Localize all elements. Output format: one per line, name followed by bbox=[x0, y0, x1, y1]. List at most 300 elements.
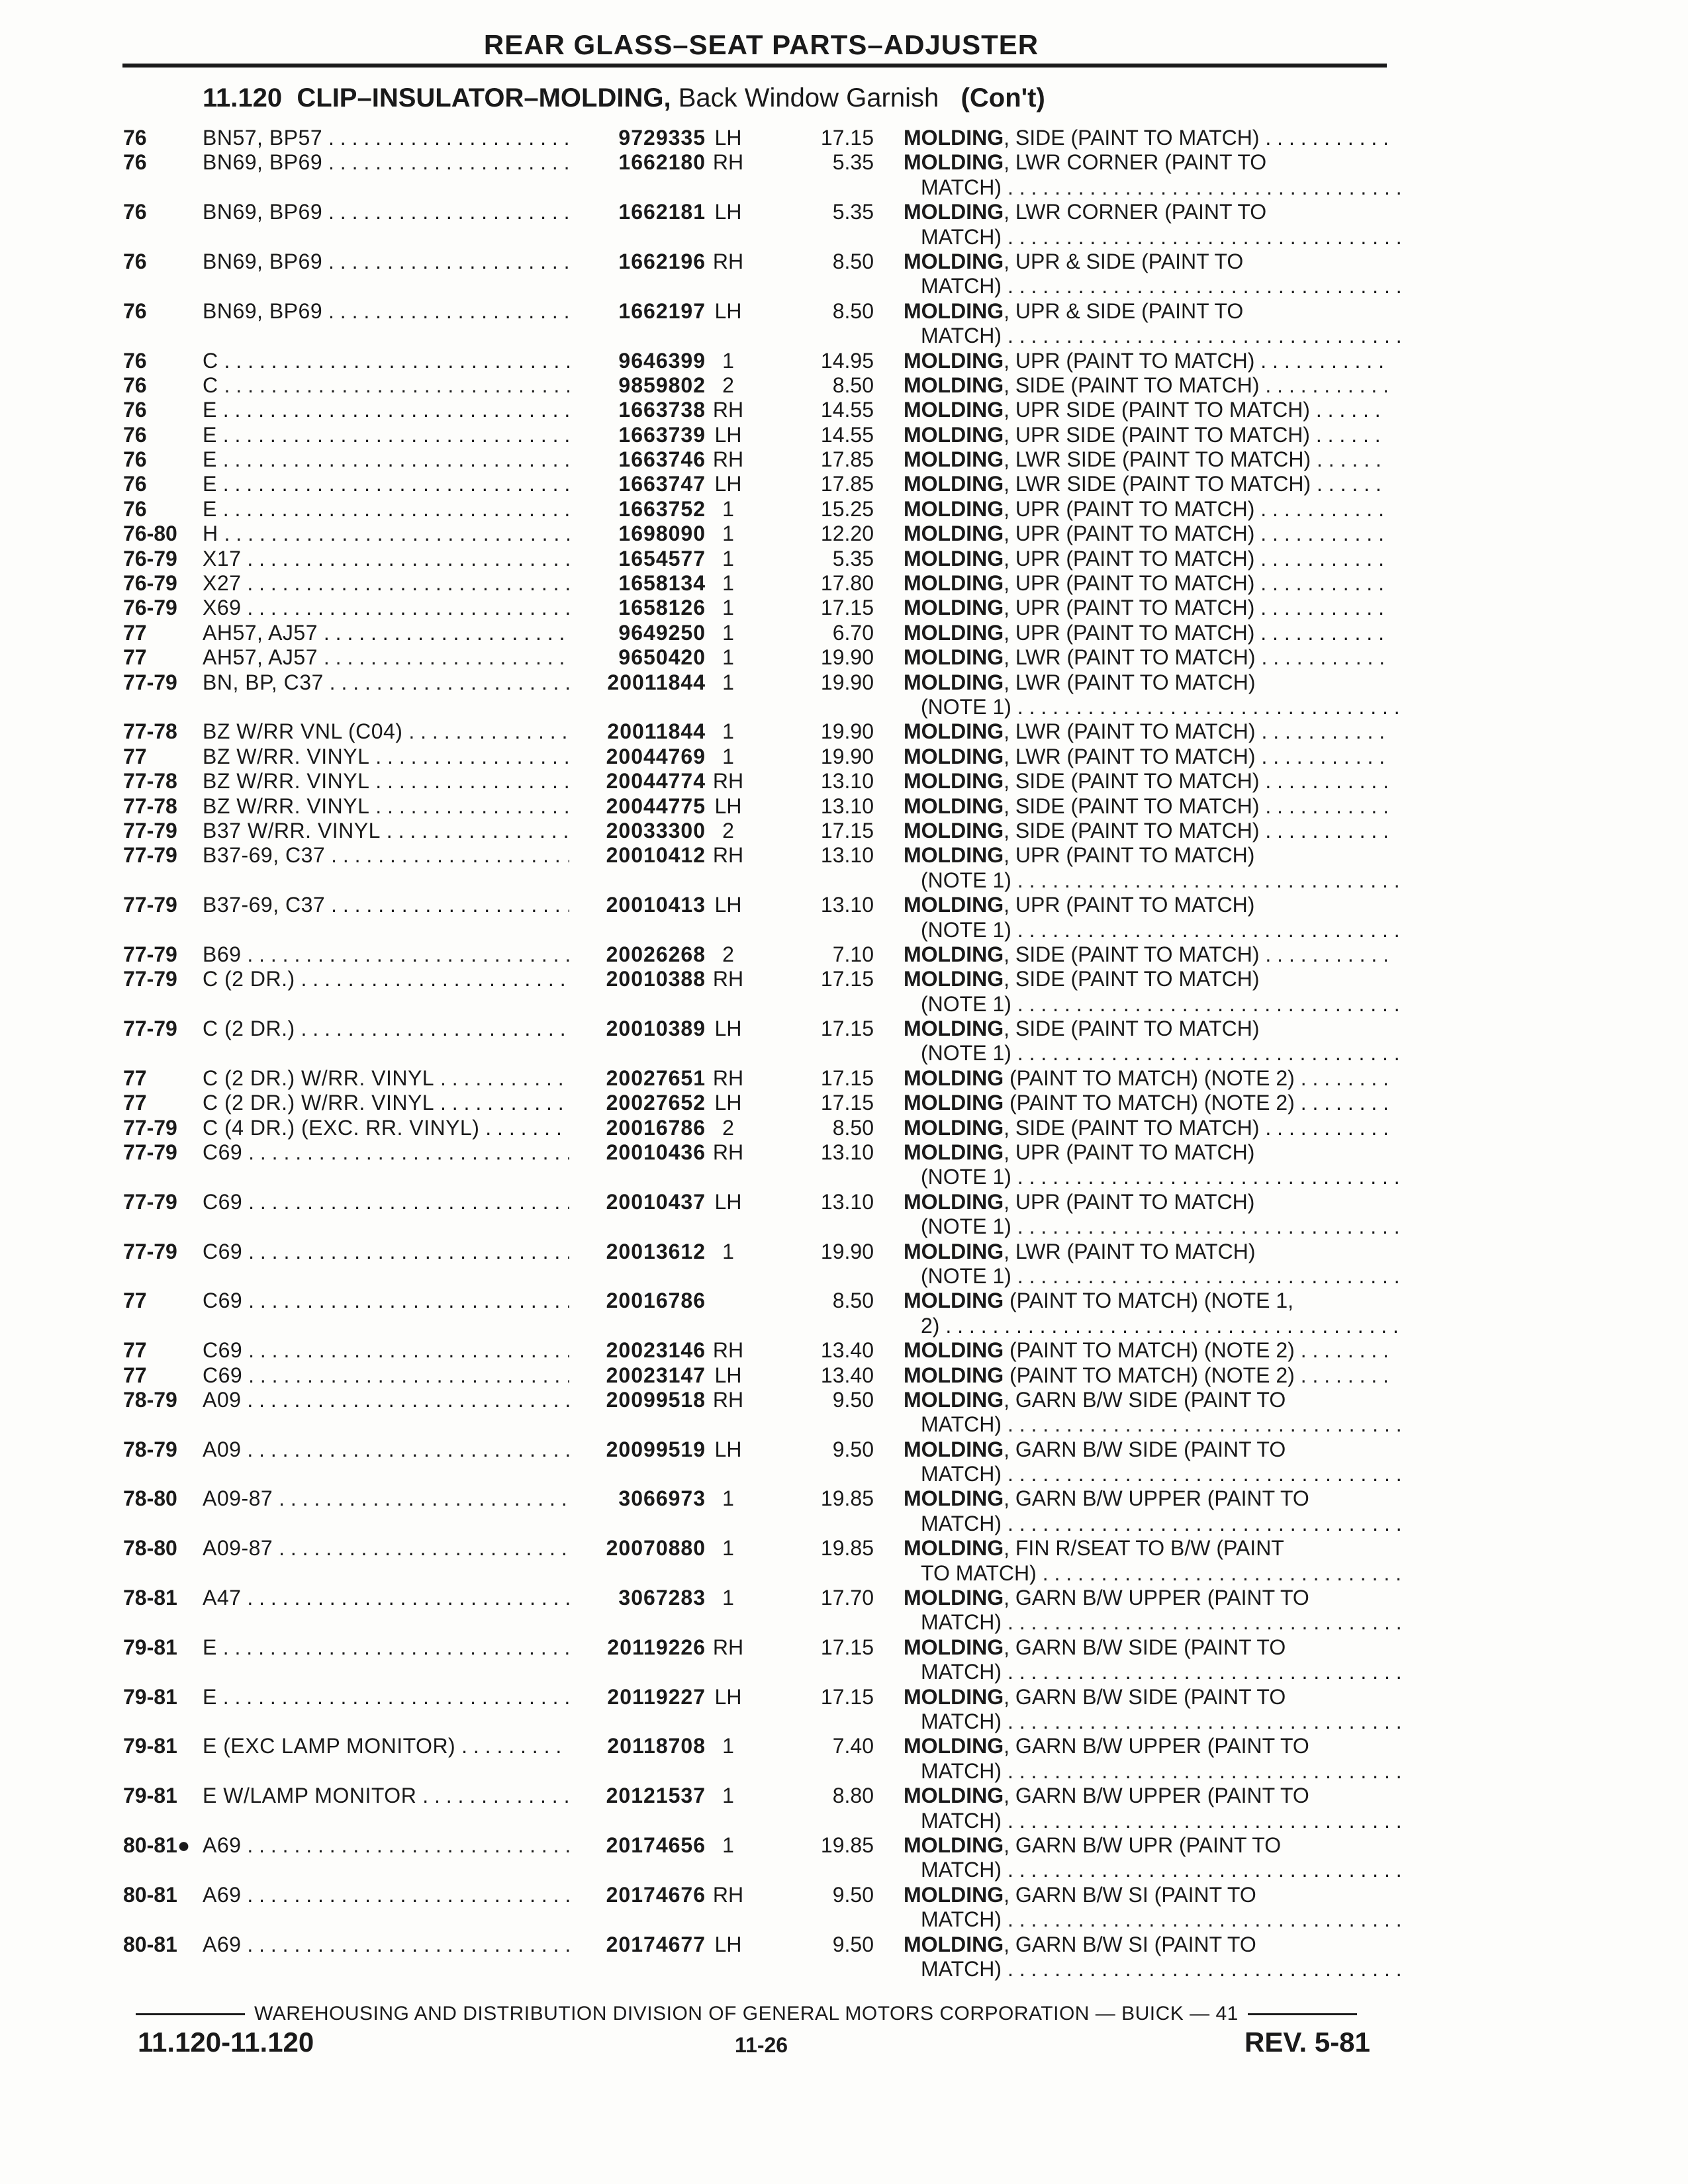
model-cell: BZ W/RR. VINYL . . . bbox=[203, 794, 577, 819]
description-cell: MATCH) . . . bbox=[904, 1809, 1404, 1833]
description-cell: MOLDING, SIDE (PAINT TO MATCH) bbox=[904, 1017, 1260, 1041]
table-row bbox=[0, 670, 1688, 695]
quantity-cell: LH bbox=[714, 1684, 742, 1709]
table-row bbox=[0, 893, 1688, 917]
model-cell: A69 . . . bbox=[203, 1933, 577, 1957]
price-cell: 13.10 bbox=[820, 769, 874, 794]
quantity-cell: 1 bbox=[722, 1486, 734, 1511]
quantity-cell: RH bbox=[712, 843, 744, 868]
table-row-continuation bbox=[0, 1165, 1688, 1189]
quantity-cell: 1 bbox=[722, 546, 734, 570]
model-cell: BZ W/RR. VINYL . . . bbox=[203, 769, 577, 794]
price-cell: 9.50 bbox=[832, 1882, 874, 1907]
description-cell: MOLDING, GARN B/W SI (PAINT TO bbox=[904, 1882, 1256, 1907]
table-row bbox=[0, 1289, 1688, 1313]
description-cell: MATCH) . . . bbox=[904, 175, 1404, 200]
price-cell: 8.80 bbox=[832, 1784, 874, 1808]
year-cell: 77-79 bbox=[123, 1189, 177, 1214]
description-cell: (NOTE 1) . . . bbox=[904, 1264, 1404, 1289]
part-number-cell: 9729335 bbox=[569, 126, 706, 150]
table-row-continuation bbox=[0, 1512, 1688, 1536]
table-row-continuation bbox=[0, 1858, 1688, 1882]
quantity-cell: LH bbox=[714, 1363, 742, 1387]
year-cell: 77 bbox=[123, 1091, 147, 1115]
description-cell: MOLDING, LWR (PAINT TO MATCH) bbox=[904, 1239, 1256, 1263]
table-row-continuation bbox=[0, 1561, 1688, 1586]
year-cell: 76 bbox=[123, 298, 147, 323]
year-cell: 77 bbox=[123, 1066, 147, 1090]
part-number-cell: 20013612 bbox=[569, 1240, 706, 1264]
year-cell: 77-79 bbox=[123, 1017, 177, 1041]
price-cell: 8.50 bbox=[832, 298, 874, 323]
description-cell: MOLDING, LWR (PAINT TO MATCH) . . . bbox=[904, 645, 1387, 670]
description-cell: MOLDING, UPR (PAINT TO MATCH) . . . bbox=[904, 571, 1387, 596]
table-row bbox=[0, 1116, 1688, 1140]
part-number-cell: 1663738 bbox=[569, 398, 706, 422]
model-cell: B37-69, C37 . . . bbox=[203, 843, 577, 868]
part-number-cell: 20010388 bbox=[569, 967, 706, 991]
year-cell: 77-79 bbox=[123, 818, 177, 842]
table-row bbox=[0, 1933, 1688, 1957]
model-cell: C69 . . . bbox=[203, 1240, 577, 1264]
model-cell: X17 . . . bbox=[203, 547, 577, 571]
description-cell: MOLDING (PAINT TO MATCH) (NOTE 2) . . . bbox=[904, 1363, 1387, 1388]
description-cell: MOLDING, UPR (PAINT TO MATCH) . . . bbox=[904, 497, 1387, 522]
year-cell: 79-81 bbox=[123, 1784, 177, 1808]
model-cell: E . . . bbox=[203, 423, 577, 447]
price-cell: 14.55 bbox=[820, 398, 874, 422]
table-row-continuation bbox=[0, 1264, 1688, 1289]
description-cell: (NOTE 1) . . . bbox=[904, 992, 1404, 1017]
part-number-cell: 1663746 bbox=[569, 447, 706, 472]
footer-rule-left bbox=[136, 2013, 245, 2015]
part-number-cell: 1663747 bbox=[569, 472, 706, 496]
year-cell: 77-79 bbox=[123, 967, 177, 991]
footer-page-number: 11-26 bbox=[735, 2033, 788, 2057]
part-number-cell: 20016786 bbox=[569, 1116, 706, 1140]
table-row bbox=[0, 1338, 1688, 1363]
table-row bbox=[0, 349, 1688, 373]
part-number-cell: 20023146 bbox=[569, 1338, 706, 1363]
year-cell: 77-78 bbox=[123, 719, 177, 744]
model-cell: B37 W/RR. VINYL . . . bbox=[203, 819, 577, 843]
part-number-cell: 20010413 bbox=[569, 893, 706, 917]
model-cell: BZ W/RR. VINYL . . . bbox=[203, 745, 577, 769]
part-number-cell: 20174677 bbox=[569, 1933, 706, 1957]
part-number-cell: 20033300 bbox=[569, 819, 706, 843]
model-cell: C (2 DR.) W/RR. VINYL . . . bbox=[203, 1091, 577, 1115]
price-cell: 13.40 bbox=[820, 1338, 874, 1363]
description-cell: MOLDING, LWR SIDE (PAINT TO MATCH) . . . bbox=[904, 447, 1387, 472]
price-cell: 17.85 bbox=[820, 447, 874, 472]
part-number-cell: 20016786 bbox=[569, 1289, 706, 1313]
description-cell: MOLDING, GARN B/W UPPER (PAINT TO bbox=[904, 1734, 1309, 1758]
price-cell: 17.80 bbox=[820, 571, 874, 596]
table-row-continuation bbox=[0, 992, 1688, 1017]
year-cell: 77-79 bbox=[123, 942, 177, 966]
year-cell: 80-81● bbox=[123, 1833, 191, 1857]
table-row bbox=[0, 547, 1688, 571]
price-cell: 9.50 bbox=[832, 1437, 874, 1461]
quantity-cell: 2 bbox=[722, 1115, 734, 1140]
part-number-cell: 1663739 bbox=[569, 423, 706, 447]
price-cell: 5.35 bbox=[832, 150, 874, 175]
year-cell: 76 bbox=[123, 496, 147, 521]
description-cell: MOLDING, UPR (PAINT TO MATCH) bbox=[904, 893, 1255, 917]
quantity-cell: RH bbox=[712, 150, 744, 175]
table-row-continuation bbox=[0, 1759, 1688, 1784]
model-cell: E . . . bbox=[203, 1635, 577, 1660]
table-row bbox=[0, 497, 1688, 522]
price-cell: 17.15 bbox=[820, 967, 874, 991]
table-row-continuation bbox=[0, 695, 1688, 719]
model-cell: A09 . . . bbox=[203, 1437, 577, 1462]
description-cell: MOLDING, GARN B/W UPR (PAINT TO bbox=[904, 1833, 1282, 1857]
table-row bbox=[0, 794, 1688, 819]
price-cell: 19.90 bbox=[820, 645, 874, 670]
model-cell: BN, BP, C37 . . . bbox=[203, 670, 577, 695]
table-row bbox=[0, 250, 1688, 274]
quantity-cell: 1 bbox=[722, 522, 734, 546]
part-number-cell: 20044774 bbox=[569, 769, 706, 794]
part-number-cell: 20010412 bbox=[569, 843, 706, 868]
price-cell: 6.70 bbox=[832, 620, 874, 645]
description-cell: MATCH) . . . bbox=[904, 1759, 1404, 1784]
price-cell: 9.50 bbox=[832, 1387, 874, 1412]
description-cell: MOLDING, SIDE (PAINT TO MATCH) . . . bbox=[904, 126, 1387, 150]
price-cell: 19.90 bbox=[820, 1239, 874, 1263]
footer-rule-right bbox=[1248, 2013, 1357, 2015]
table-row bbox=[0, 1635, 1688, 1660]
quantity-cell: 1 bbox=[722, 1536, 734, 1561]
part-number-cell: 1654577 bbox=[569, 547, 706, 571]
part-number-cell: 20010437 bbox=[569, 1190, 706, 1214]
model-cell: H . . . bbox=[203, 522, 577, 546]
price-cell: 19.85 bbox=[820, 1833, 874, 1857]
model-cell: C (2 DR.) . . . bbox=[203, 1017, 577, 1041]
quantity-cell: LH bbox=[714, 1189, 742, 1214]
description-cell: MOLDING, SIDE (PAINT TO MATCH) bbox=[904, 967, 1260, 991]
table-row-continuation bbox=[0, 225, 1688, 250]
model-cell: BN57, BP57 . . . bbox=[203, 126, 577, 150]
section-name: CLIP–INSULATOR–MOLDING, bbox=[297, 83, 671, 113]
quantity-cell: 1 bbox=[722, 1784, 734, 1808]
description-cell: (NOTE 1) . . . bbox=[904, 695, 1404, 719]
description-cell: MOLDING, GARN B/W SIDE (PAINT TO bbox=[904, 1635, 1286, 1659]
part-number-cell: 20119226 bbox=[569, 1635, 706, 1660]
table-row bbox=[0, 596, 1688, 620]
price-cell: 7.40 bbox=[832, 1734, 874, 1758]
part-number-cell: 1662181 bbox=[569, 200, 706, 224]
price-cell: 7.10 bbox=[832, 942, 874, 966]
price-cell: 8.50 bbox=[832, 249, 874, 273]
quantity-cell: 1 bbox=[722, 596, 734, 620]
description-cell: MATCH) . . . bbox=[904, 1858, 1404, 1882]
year-cell: 76 bbox=[123, 200, 147, 224]
price-cell: 12.20 bbox=[820, 522, 874, 546]
description-cell: MOLDING, GARN B/W SI (PAINT TO bbox=[904, 1932, 1256, 1956]
price-cell: 17.15 bbox=[820, 126, 874, 150]
part-number-cell: 3066973 bbox=[569, 1486, 706, 1511]
quantity-cell: 2 bbox=[722, 818, 734, 842]
table-row bbox=[0, 1833, 1688, 1858]
description-cell: MOLDING, LWR (PAINT TO MATCH) bbox=[904, 670, 1256, 694]
description-cell: MOLDING, SIDE (PAINT TO MATCH) . . . bbox=[904, 942, 1387, 967]
model-cell: AH57, AJ57 . . . bbox=[203, 621, 577, 645]
model-cell: BN69, BP69 . . . bbox=[203, 299, 577, 324]
section-title bbox=[203, 83, 1045, 113]
parts-list bbox=[0, 126, 1688, 1981]
quantity-cell: RH bbox=[712, 1066, 744, 1090]
quantity-cell: LH bbox=[714, 472, 742, 496]
year-cell: 76-80 bbox=[123, 522, 177, 546]
table-row bbox=[0, 150, 1688, 175]
model-cell: A09 . . . bbox=[203, 1388, 577, 1412]
model-cell: BN69, BP69 . . . bbox=[203, 200, 577, 224]
table-row bbox=[0, 398, 1688, 422]
part-number-cell: 20027651 bbox=[569, 1066, 706, 1091]
model-cell: C69 . . . bbox=[203, 1363, 577, 1388]
year-cell: 76 bbox=[123, 398, 147, 422]
part-number-cell: 20174656 bbox=[569, 1833, 706, 1858]
quantity-cell: 1 bbox=[722, 744, 734, 768]
description-cell: MOLDING, SIDE (PAINT TO MATCH) . . . bbox=[904, 1116, 1387, 1140]
model-cell: A69 . . . bbox=[203, 1833, 577, 1858]
year-cell: 78-81 bbox=[123, 1586, 177, 1610]
table-row-continuation bbox=[0, 1907, 1688, 1932]
footer-section-range: 11.120-11.120 bbox=[138, 2026, 314, 2058]
section-subtitle: Back Window Garnish bbox=[678, 83, 939, 113]
price-cell: 15.25 bbox=[820, 496, 874, 521]
model-cell: A69 . . . bbox=[203, 1883, 577, 1907]
description-cell: MATCH) . . . bbox=[904, 1512, 1404, 1536]
description-cell: MOLDING, SIDE (PAINT TO MATCH) . . . bbox=[904, 819, 1387, 843]
part-number-cell: 1658134 bbox=[569, 571, 706, 596]
model-cell: C . . . bbox=[203, 349, 577, 373]
description-cell: MATCH) . . . bbox=[904, 274, 1404, 298]
part-number-cell: 20027652 bbox=[569, 1091, 706, 1115]
quantity-cell: RH bbox=[712, 1882, 744, 1907]
model-cell: E . . . bbox=[203, 1685, 577, 1709]
description-cell: MOLDING, GARN B/W UPPER (PAINT TO bbox=[904, 1586, 1309, 1610]
table-row-continuation bbox=[0, 1314, 1688, 1338]
part-number-cell: 20026268 bbox=[569, 942, 706, 967]
part-number-cell: 20023147 bbox=[569, 1363, 706, 1388]
table-row bbox=[0, 200, 1688, 224]
year-cell: 78-79 bbox=[123, 1387, 177, 1412]
table-row bbox=[0, 1734, 1688, 1758]
table-row-continuation bbox=[0, 1660, 1688, 1684]
year-cell: 77 bbox=[123, 645, 147, 670]
price-cell: 17.15 bbox=[820, 1017, 874, 1041]
price-cell: 8.50 bbox=[832, 1115, 874, 1140]
price-cell: 5.35 bbox=[832, 546, 874, 570]
table-row bbox=[0, 1190, 1688, 1214]
year-cell: 76 bbox=[123, 348, 147, 373]
table-row bbox=[0, 472, 1688, 496]
description-cell: MATCH) . . . bbox=[904, 1610, 1404, 1635]
description-cell: MOLDING, LWR CORNER (PAINT TO bbox=[904, 150, 1267, 175]
price-cell: 9.50 bbox=[832, 1932, 874, 1956]
quantity-cell: LH bbox=[714, 200, 742, 224]
part-number-cell: 20011844 bbox=[569, 719, 706, 744]
table-row bbox=[0, 1784, 1688, 1808]
quantity-cell: RH bbox=[712, 447, 744, 472]
part-number-cell: 20099518 bbox=[569, 1388, 706, 1412]
quantity-cell: RH bbox=[712, 967, 744, 991]
description-cell: MATCH) . . . bbox=[904, 324, 1404, 348]
model-cell: X69 . . . bbox=[203, 596, 577, 620]
table-row bbox=[0, 423, 1688, 447]
quantity-cell: LH bbox=[714, 422, 742, 447]
price-cell: 8.50 bbox=[832, 1289, 874, 1313]
table-row bbox=[0, 745, 1688, 769]
description-cell: MOLDING, SIDE (PAINT TO MATCH) . . . bbox=[904, 769, 1387, 794]
model-cell: C . . . bbox=[203, 373, 577, 398]
description-cell: MOLDING, UPR SIDE (PAINT TO MATCH) . . . bbox=[904, 423, 1387, 447]
description-cell: MOLDING, UPR (PAINT TO MATCH) . . . bbox=[904, 621, 1387, 645]
table-row bbox=[0, 1685, 1688, 1709]
model-cell: BN69, BP69 . . . bbox=[203, 250, 577, 274]
model-cell: B37-69, C37 . . . bbox=[203, 893, 577, 917]
year-cell: 77 bbox=[123, 1363, 147, 1387]
description-cell: (NOTE 1) . . . bbox=[904, 1214, 1404, 1239]
model-cell: E . . . bbox=[203, 398, 577, 422]
quantity-cell: LH bbox=[714, 1437, 742, 1461]
table-row bbox=[0, 1536, 1688, 1561]
description-cell: MOLDING, LWR SIDE (PAINT TO MATCH) . . . bbox=[904, 472, 1387, 496]
part-number-cell: 20010389 bbox=[569, 1017, 706, 1041]
description-cell: MATCH) . . . bbox=[904, 225, 1404, 250]
table-row-continuation bbox=[0, 324, 1688, 348]
description-cell: MATCH) . . . bbox=[904, 1660, 1404, 1684]
part-number-cell: 3067283 bbox=[569, 1586, 706, 1610]
year-cell: 80-81 bbox=[123, 1932, 177, 1956]
table-row bbox=[0, 1388, 1688, 1412]
year-cell: 76 bbox=[123, 373, 147, 397]
table-row-continuation bbox=[0, 1214, 1688, 1239]
description-cell: MOLDING, UPR (PAINT TO MATCH) bbox=[904, 1189, 1255, 1214]
description-cell: MOLDING, UPR & SIDE (PAINT TO bbox=[904, 249, 1244, 273]
description-cell: TO MATCH) . . . bbox=[904, 1561, 1404, 1586]
description-cell: (NOTE 1) . . . bbox=[904, 1165, 1404, 1189]
year-cell: 78-80 bbox=[123, 1536, 177, 1561]
description-cell: MOLDING, LWR (PAINT TO MATCH) . . . bbox=[904, 719, 1387, 744]
description-cell: (NOTE 1) . . . bbox=[904, 918, 1404, 942]
description-cell: 2) . . . bbox=[904, 1314, 1404, 1338]
description-cell: MOLDING, GARN B/W UPPER (PAINT TO bbox=[904, 1784, 1309, 1808]
description-cell: MOLDING, UPR (PAINT TO MATCH) . . . bbox=[904, 522, 1387, 546]
model-cell: C69 . . . bbox=[203, 1289, 577, 1313]
table-row bbox=[0, 447, 1688, 472]
description-cell: MOLDING, UPR (PAINT TO MATCH) . . . bbox=[904, 596, 1387, 620]
table-row bbox=[0, 1883, 1688, 1907]
price-cell: 19.90 bbox=[820, 719, 874, 744]
quantity-cell: LH bbox=[714, 1932, 742, 1956]
quantity-cell: 2 bbox=[722, 373, 734, 397]
year-cell: 77 bbox=[123, 1289, 147, 1313]
quantity-cell: 1 bbox=[722, 1833, 734, 1857]
description-cell: MOLDING, UPR (PAINT TO MATCH) . . . bbox=[904, 547, 1387, 571]
year-cell: 79-81 bbox=[123, 1734, 177, 1758]
quantity-cell: RH bbox=[712, 1338, 744, 1363]
year-cell: 76 bbox=[123, 150, 147, 175]
part-number-cell: 20044769 bbox=[569, 745, 706, 769]
year-cell: 78-80 bbox=[123, 1486, 177, 1511]
description-cell: MOLDING, UPR (PAINT TO MATCH) bbox=[904, 843, 1255, 868]
model-cell: BN69, BP69 . . . bbox=[203, 150, 577, 175]
table-row bbox=[0, 1140, 1688, 1165]
year-cell: 77 bbox=[123, 620, 147, 645]
table-row bbox=[0, 942, 1688, 967]
description-cell: MOLDING, FIN R/SEAT TO B/W (PAINT bbox=[904, 1536, 1284, 1561]
table-row bbox=[0, 843, 1688, 868]
year-cell: 76-79 bbox=[123, 546, 177, 570]
description-cell: MATCH) . . . bbox=[904, 1907, 1404, 1932]
table-row bbox=[0, 522, 1688, 546]
model-cell: A09-87 . . . bbox=[203, 1536, 577, 1561]
quantity-cell: 1 bbox=[722, 496, 734, 521]
quantity-cell: 1 bbox=[722, 1586, 734, 1610]
model-cell: E (EXC LAMP MONITOR) . . . bbox=[203, 1734, 577, 1758]
quantity-cell: 1 bbox=[722, 571, 734, 596]
model-cell: A47 . . . bbox=[203, 1586, 577, 1610]
part-number-cell: 20119227 bbox=[569, 1685, 706, 1709]
description-cell: MOLDING, GARN B/W UPPER (PAINT TO bbox=[904, 1486, 1309, 1511]
table-row-continuation bbox=[0, 175, 1688, 200]
description-cell: MATCH) . . . bbox=[904, 1412, 1404, 1437]
table-row bbox=[0, 1066, 1688, 1091]
table-row-continuation bbox=[0, 1610, 1688, 1635]
price-cell: 5.35 bbox=[832, 200, 874, 224]
table-row-continuation bbox=[0, 1809, 1688, 1833]
year-cell: 77-79 bbox=[123, 843, 177, 868]
part-number-cell: 20010436 bbox=[569, 1140, 706, 1165]
table-row bbox=[0, 645, 1688, 670]
model-cell: C (2 DR.) W/RR. VINYL . . . bbox=[203, 1066, 577, 1091]
part-number-cell: 9646399 bbox=[569, 349, 706, 373]
price-cell: 13.10 bbox=[820, 843, 874, 868]
description-cell: MOLDING, LWR CORNER (PAINT TO bbox=[904, 200, 1267, 224]
year-cell: 77-79 bbox=[123, 893, 177, 917]
price-cell: 19.85 bbox=[820, 1536, 874, 1561]
table-row bbox=[0, 769, 1688, 794]
price-cell: 13.10 bbox=[820, 1189, 874, 1214]
table-row-continuation bbox=[0, 868, 1688, 893]
price-cell: 19.90 bbox=[820, 744, 874, 768]
description-cell: MOLDING (PAINT TO MATCH) (NOTE 2) . . . bbox=[904, 1066, 1387, 1091]
quantity-cell: LH bbox=[714, 794, 742, 818]
year-cell: 80-81 bbox=[123, 1882, 177, 1907]
model-cell: C69 . . . bbox=[203, 1190, 577, 1214]
part-number-cell: 20174676 bbox=[569, 1883, 706, 1907]
part-number-cell: 20099519 bbox=[569, 1437, 706, 1462]
price-cell: 14.95 bbox=[820, 348, 874, 373]
table-row bbox=[0, 719, 1688, 744]
table-row-continuation bbox=[0, 274, 1688, 298]
table-row bbox=[0, 1240, 1688, 1264]
table-row bbox=[0, 1017, 1688, 1041]
year-cell: 76 bbox=[123, 447, 147, 472]
table-row bbox=[0, 1586, 1688, 1610]
table-row bbox=[0, 1486, 1688, 1511]
part-number-cell: 20044775 bbox=[569, 794, 706, 819]
price-cell: 17.15 bbox=[820, 1635, 874, 1659]
table-row-continuation bbox=[0, 1957, 1688, 1981]
year-cell: 76-79 bbox=[123, 596, 177, 620]
description-cell: MOLDING, SIDE (PAINT TO MATCH) . . . bbox=[904, 373, 1387, 398]
table-row bbox=[0, 299, 1688, 324]
